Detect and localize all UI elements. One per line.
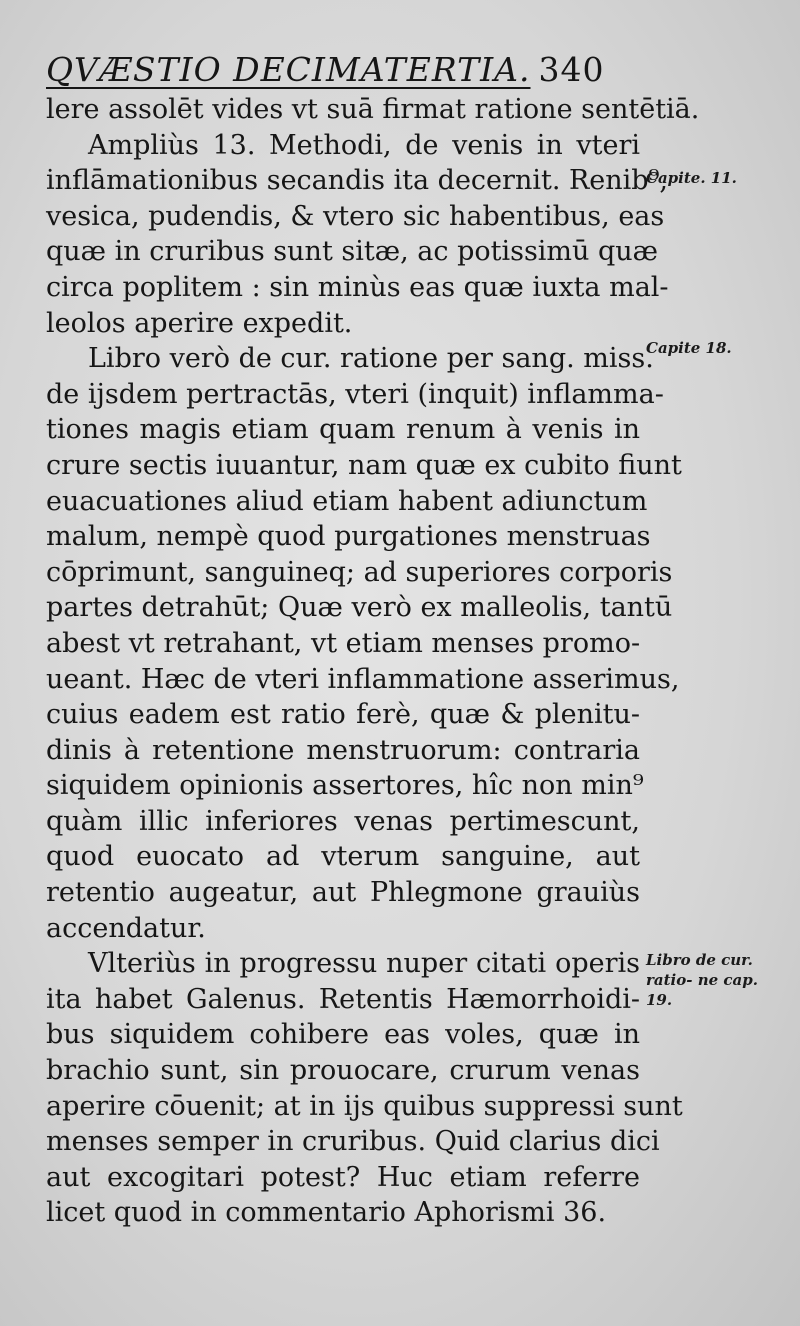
text-line: retentio augeatur, aut Phlegmone grauiùs <box>46 877 640 909</box>
text-line: cuius eadem est ratio ferè, quæ & plenitu- <box>46 699 640 731</box>
chapter-title: QVÆSTIO DECIMATERTIA. <box>46 50 531 89</box>
text-line: cōprimunt, sanguineq; ad superiores corporis <box>46 556 673 588</box>
margin-note-capite-11: Capite. 11. <box>646 169 737 187</box>
text-line: accendatur. <box>46 912 206 944</box>
text-line: inflāmationibus secandis ita decernit. Renib⁹, <box>46 165 669 197</box>
page-number: 340 <box>538 50 605 89</box>
paragraph-libro <box>46 341 682 946</box>
text-line: quæ in cruribus sunt sitæ, ac potissimū quæ <box>46 236 659 268</box>
text-line: malum, nempè quod purgationes menstruas <box>46 521 651 553</box>
text-line: partes detrahūt; Quæ verò ex malleolis, tantū <box>46 592 673 624</box>
text-line: tiones magis etiam quam renum à venis in <box>46 414 640 446</box>
text-line: euacuationes aliud etiam habent adiunctum <box>46 485 648 517</box>
text-line: menses semper in cruribus. Quid clarius dici <box>46 1126 660 1158</box>
text-line: de ijsdem pertractās, vteri (inquit) inflamma- <box>46 378 664 410</box>
text-line: siquidem opinionis assertores, hîc non min⁹ <box>46 770 644 802</box>
text-line: aperire cōuenit; at in ijs quibus suppressi sunt <box>46 1090 683 1122</box>
text-line: abest vt retrahant, vt etiam menses promo- <box>46 627 641 659</box>
text-line: Vlteriùs in progressu nuper citati operis <box>88 948 640 980</box>
paragraph-methodi <box>46 128 669 342</box>
text-line: lere assolēt vides vt suā firmat ratione sentētiā. <box>46 94 700 125</box>
text-line: ita habet Galenus. Retentis Hæmorrhoidi- <box>46 983 640 1015</box>
text-line: circa poplitem : sin minùs eas quæ iuxta mal- <box>46 271 669 303</box>
page-header <box>46 48 640 92</box>
margin-note-capite-18: Capite 18. <box>646 339 732 357</box>
text-line: Libro verò de cur. ratione per sang. miss. <box>88 343 654 375</box>
text-line: crure sectis iuuantur, nam quæ ex cubito fiunt <box>46 449 682 481</box>
text-line: ueant. Hæc de vteri inflammatione asserimus, <box>46 663 680 695</box>
text-line: Ampliùs 13. Methodi, de venis in vteri <box>88 129 640 161</box>
margin-note-libro-de-cur: Libro de cur. ratio- ne cap. 19. <box>646 951 758 1009</box>
text-line: quod euocato ad vterum sanguine, aut <box>46 841 640 873</box>
text-line: dinis à retentione menstruorum: contraria <box>46 734 640 766</box>
text-line: aut excogitari potest? Huc etiam referre <box>46 1161 640 1193</box>
text-line: quàm illic inferiores venas pertimescunt, <box>46 805 640 837</box>
paragraph-vlterius <box>46 946 683 1231</box>
paragraph-continuation <box>46 92 700 128</box>
text-line: licet quod in commentario Aphorismi 36. <box>46 1197 607 1229</box>
text-line: bus siquidem cohibere eas voles, quæ in <box>46 1019 640 1051</box>
text-line: leolos aperire expedit. <box>46 307 353 339</box>
text-line: brachio sunt, sin prouocare, crurum venas <box>46 1055 640 1087</box>
text-line: vesica, pudendis, & vtero sic habentibus, eas <box>46 200 665 232</box>
